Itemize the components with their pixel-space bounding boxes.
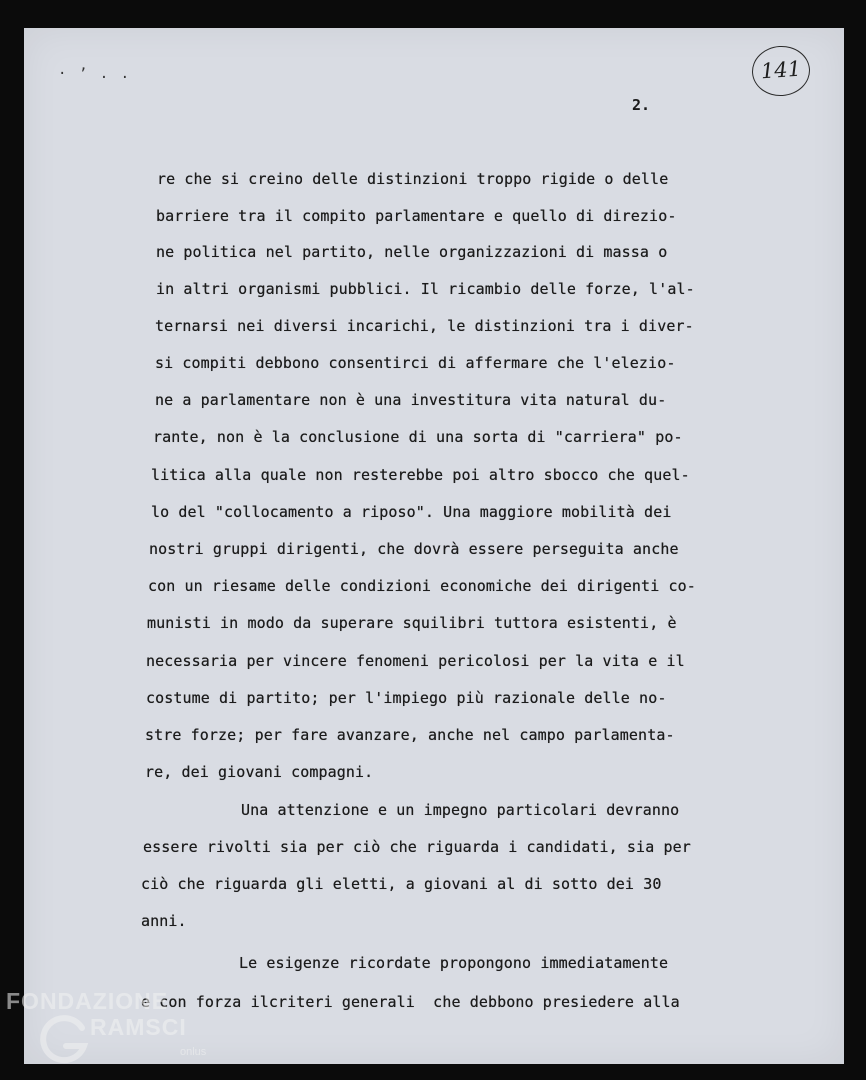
text-line: litica alla quale non resterebbe poi altro sbocco che quel-: [151, 466, 690, 484]
watermark-title: FONDAZIONE: [6, 988, 169, 1014]
text-line: necessaria per vincere fenomeni pericolosi per la vita e il: [146, 652, 685, 670]
text-line: munisti in modo da superare squilibri tuttora esistenti, è: [147, 614, 677, 632]
circled-archive-number: 141: [750, 44, 811, 98]
text-line: essere rivolti sia per ciò che riguarda i candidati, sia per: [143, 838, 691, 856]
watermark-name: RAMSCI: [90, 1014, 187, 1040]
text-line: barriere tra il compito parlamentare e quello di direzio-: [156, 207, 677, 225]
watermark-suffix: onlus: [180, 1046, 207, 1058]
text-line: ciò che riguarda gli eletti, a giovani al di sotto dei 30: [141, 875, 662, 893]
text-line: costume di partito; per l'impiego più razionale delle no-: [146, 689, 667, 707]
text-line: ne politica nel partito, nelle organizzazioni di massa o: [156, 243, 668, 261]
text-line: ternarsi nei diversi incarichi, le distinzioni tra i diver-: [155, 317, 694, 335]
text-line: in altri organismi pubblici. Il ricambio delle forze, l'al-: [156, 280, 695, 298]
fondazione-gramsci-watermark: [4, 984, 224, 1076]
page-number: 2.: [632, 96, 651, 114]
text-line: e con forza ilcriteri generali che debbono presiedere alla: [141, 993, 680, 1011]
gramsci-g-logo-icon: [38, 1014, 92, 1068]
text-line: ne a parlamentare non è una investitura vita natural du-: [155, 391, 667, 409]
text-line: Una attenzione e un impegno particolari devranno: [241, 801, 680, 819]
text-line: rante, non è la conclusione di una sorta di "carriera" po-: [153, 428, 683, 446]
paper-specks: · ʼ . .: [58, 66, 132, 82]
text-line: re, dei giovani compagni.: [145, 763, 374, 781]
text-line: Le esigenze ricordate propongono immediatamente: [239, 954, 669, 972]
text-line: re che si creino delle distinzioni troppo rigide o delle: [157, 170, 669, 188]
text-line: con un riesame delle condizioni economiche dei dirigenti co-: [148, 577, 696, 595]
text-line: nostri gruppi dirigenti, che dovrà essere perseguita anche: [149, 540, 679, 558]
text-line: anni.: [141, 912, 187, 930]
text-line: stre forze; per fare avanzare, anche nel campo parlamenta-: [145, 726, 675, 744]
text-line: lo del "collocamento a riposo". Una maggiore mobilità dei: [151, 503, 672, 521]
text-line: si compiti debbono consentirci di affermare che l'elezio-: [155, 354, 676, 372]
